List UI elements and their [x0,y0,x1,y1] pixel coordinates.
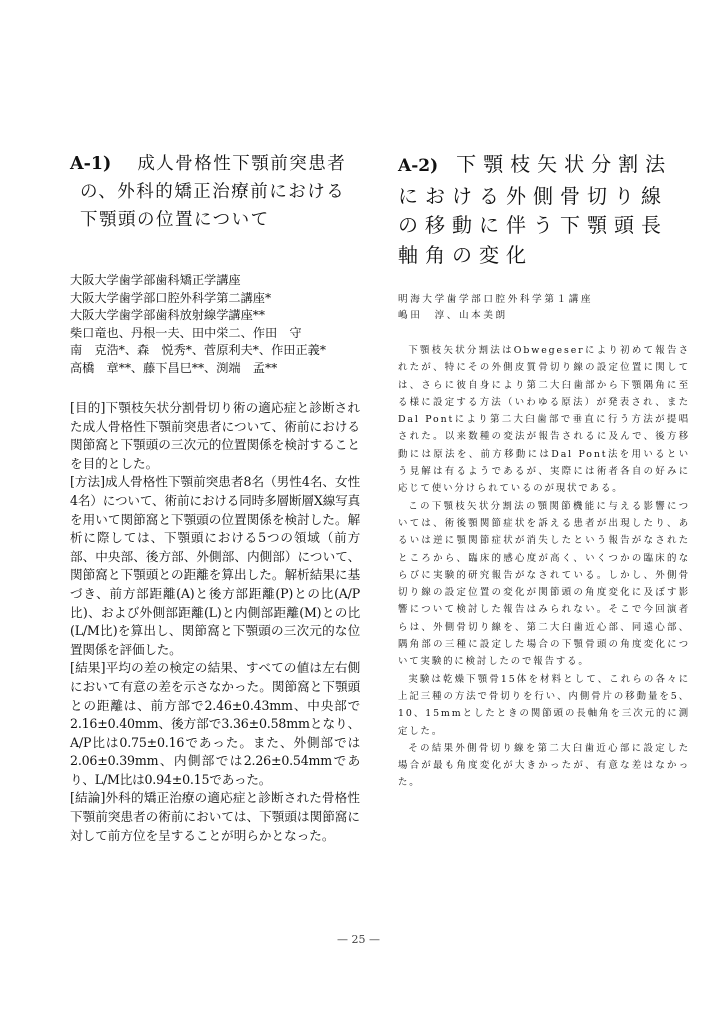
section-text: 成人骨格性下顎前突患者8名（男性4名、女性4名）について、術前における同時多層断層X線写真を用いて関節窩と下顎頭の位置関係を検討した。解析に際しては、下顎頭における5つの領域（前方部、中央部、後方部、外側部、内側部）について、関節窩と下顎頭との距離を算出した。解析結果に基づき、前方部距離(A)と後方部距離(P)との比(A/P比)、および外側部距離(L)と内側部距離(M)との比(L/M比)を算出し、関節窩と下顎頭の三次元的な位置関係を評価した。 [70,474,361,657]
affiliation: 大阪大学歯学部口腔外科学第二講座* [70,290,272,305]
page-number: — 25 — [337,933,380,946]
section-methods [70,473,360,659]
affiliation: 大阪大学歯学部歯科放射線学講座** [70,308,265,322]
abstract-a2-body [398,342,690,792]
section-objective [70,399,360,473]
section-text: 平均の差の検定の結果、すべての値は左右側において有意の差を示さなかった。関節窩と下顎頭との距離は、前方部で2.46±0.43mm、中央部で2.16±0.40mm、後方部で3.36±0.58mmとなり、A/P比は0.75±0.16であった。また、外側部では2.06±0.39mm、内側部では2.26±0.54mmであり、L/M比は0.94±0.15であった。 [70,660,360,787]
affiliations-block [70,272,360,377]
title-line: 下顎枝矢状分割法 [456,152,673,176]
section-text: 外科的矯正治療の適応症と診断された骨格性下顎前突患者の術前においては、下顎頭は関節窩に対して前方位を呈することが明らかとなった。 [70,790,361,843]
section-conclusion [70,789,360,845]
title-line: 成人骨格性下顎前突患者 [137,154,347,174]
abstract-code: A-2) [398,156,439,176]
title-line: の、外科的矯正治療前における [80,182,346,202]
authors-line: 嶋田 淳、山本美朗 [398,310,508,321]
section-results [70,659,360,789]
body-paragraph: その結果外側骨切り線を第二大臼歯近心部に設定した場合が最も角度変化が大きかったが、有意な差はなかった。 [398,742,690,789]
abstract-a1-title [70,150,360,234]
affiliation: 大阪大学歯学部歯科矯正学講座 [70,273,241,287]
title-line: における外側骨切り線 [398,183,668,208]
affiliations-block [398,292,690,324]
title-line: の移動に伴う下顎頭長 [398,213,668,237]
section-head: [方法] [70,474,105,490]
body-paragraph: この下顎枝矢状分割法の顎関節機能に与える影響については、術後顎関節症状を訴える患者が出現したり、あるいは逆に顎関節症状が消失したという報告がなされたところから、臨床的感心度が高く、いくつかの臨床的ならびに実験的研究報告がなされている。しかし、外側骨切り線の設定位置の変化が関節頭の角度変化に及ぼす影響について検討した報告はみられない。そこで今回演者らは、外側骨切り線を、第二大臼歯近心部、同遠心部、隅角部の三種に設定した場合の下顎骨頭の角度変化について実験的に検討したので報告する。 [398,500,690,668]
title-line: 軸角の変化 [398,242,533,267]
abstract-a1-body [70,399,360,845]
abstract-code: A-1) [70,154,112,174]
body-paragraph: 実験は乾燥下顎骨15体を材料として、これらの各々に上記三種の方法で骨切りを行い、内側骨片の移動量を5、10、15mmとしたときの関節頭の長軸角を三次元的に測定した。 [398,673,690,737]
abstract-a2-title [398,150,690,270]
affiliation: 明海大学歯学部口腔外科学第１講座 [398,294,594,305]
section-head: [結果] [70,660,106,676]
body-paragraph: 下顎枝矢状分割法はObwegeserにより初めて報告されたが、特にその外側皮質骨切り線の設定位置に関しては、さらに彼自身により第二大臼歯部から下顎隅角に至る様に設定する方法（いわゆる原法）が発表され、またDal Pontにより第二大臼歯部で垂直に行う方法が提唱された。以来数種の変法が報告されるに及んで、後方移動には原法を、前方移動にはDal Pont法を用いるという見解は有るようであるが、実際には術者各自の好みに応じて使い分けられているのが現状である。 [398,345,690,495]
abstract-a1 [70,150,360,845]
authors-line: 南 克浩*、森 悦秀*、菅原利夫*、作田正義* [70,343,326,357]
authors-line: 柴口竜也、丹根一夫、田中栄二、作田 守 [70,325,302,340]
section-head: [目的] [70,400,106,415]
title-line: 下顎頭の位置について [80,210,270,230]
section-head: [結論] [70,790,106,806]
section-text: 下顎枝矢状分割骨切り術の適応症と診断された成人骨格性下顎前突患者について、術前における関節窩と下顎頭の三次元的位置関係を検討することを目的とした。 [70,400,361,471]
abstract-a2 [398,150,690,792]
authors-line: 高橋 章**、藤下昌巳**、渕端 孟** [70,360,278,375]
